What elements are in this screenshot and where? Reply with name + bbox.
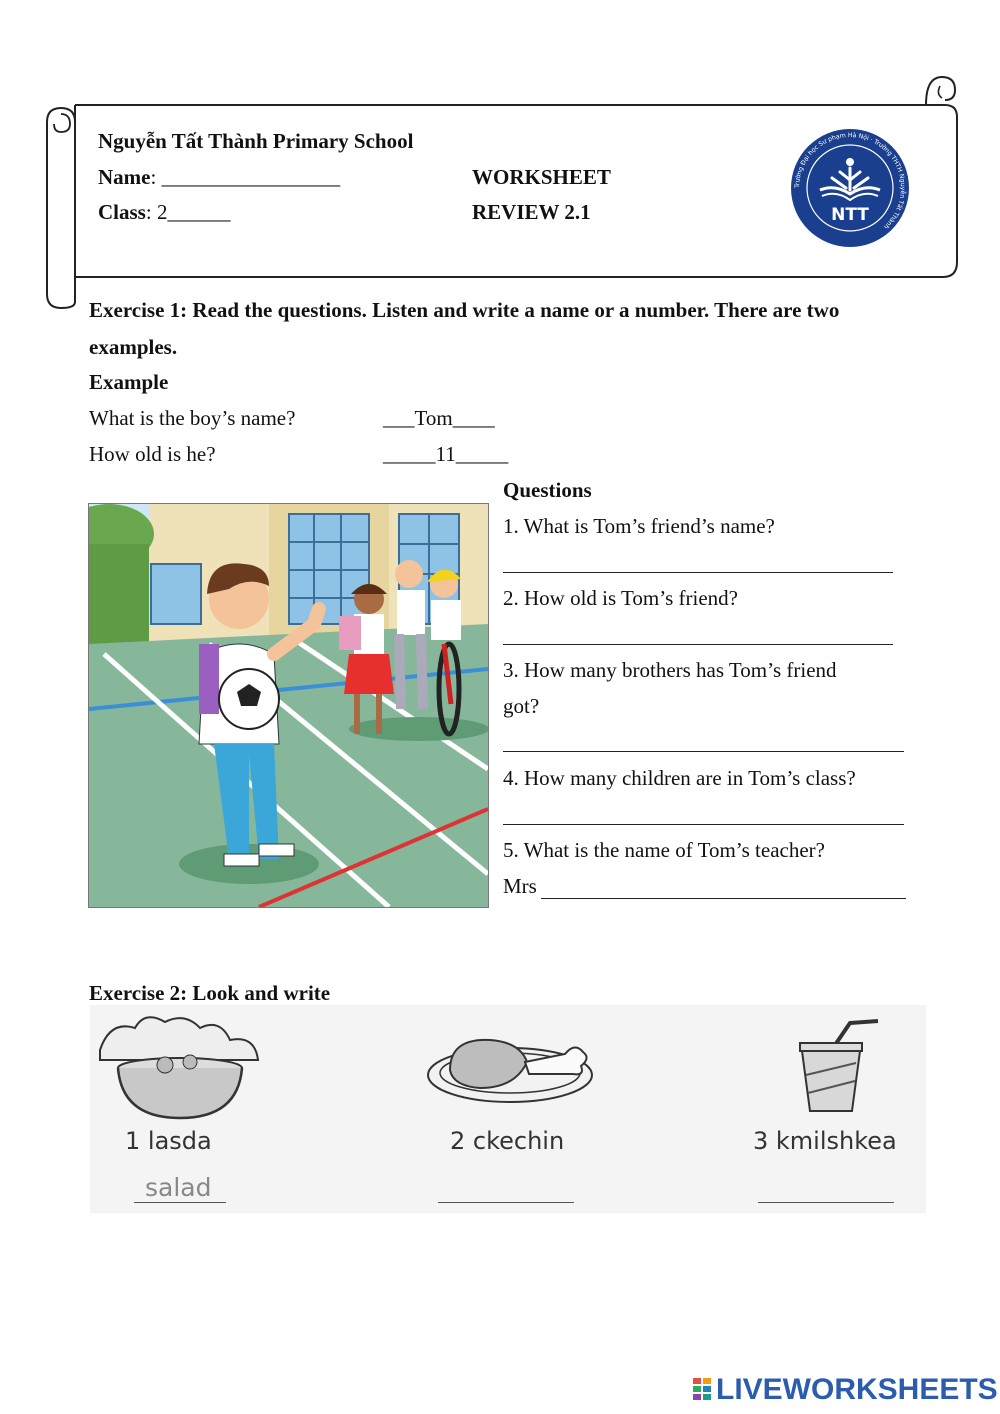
item-3-label: 3 kmilshkea [753, 1127, 897, 1155]
item-3-answer-line[interactable] [758, 1202, 894, 1203]
name-field[interactable] [98, 165, 340, 190]
exercise2-title: Exercise 2: Look and write [89, 981, 331, 1005]
name-blank[interactable]: : _________________ [150, 165, 341, 189]
class-field[interactable] [98, 200, 230, 225]
review-label: REVIEW 2.1 [472, 200, 591, 224]
example-answer: _____11_____ [383, 442, 509, 466]
item-2-answer-line[interactable] [438, 1202, 574, 1203]
school-name: Nguyễn Tất Thành Primary School [98, 129, 414, 153]
question-2: 2. How old is Tom’s friend? [503, 586, 738, 610]
milkshake-cup-icon [790, 1015, 885, 1115]
class-label: Class [98, 200, 146, 224]
question-1: 1. What is Tom’s friend’s name? [503, 514, 775, 538]
questions-heading: Questions [503, 478, 592, 502]
example-question: How old is he? [89, 442, 216, 466]
item-2-label: 2 ckechin [450, 1127, 565, 1155]
answer-line-5[interactable] [541, 898, 906, 899]
answer-prefix-5: Mrs [503, 874, 537, 898]
question-3: 3. How many brothers has Tom’s friend [503, 658, 837, 682]
item-1-label: 1 lasda [125, 1127, 212, 1155]
class-blank[interactable]: : 2______ [145, 200, 231, 224]
school-playground-illustration [88, 503, 489, 908]
salad-bowl-icon [90, 1010, 265, 1125]
answer-line-1[interactable] [503, 572, 893, 573]
logo-text: NTT [831, 205, 869, 225]
school-logo [790, 128, 910, 248]
worksheet-label: WORKSHEET [472, 165, 611, 189]
exercise1-title-line2: examples. [89, 335, 178, 359]
liveworksheets-logo-icon [693, 1378, 711, 1400]
question-4: 4. How many children are in Tom’s class? [503, 766, 856, 790]
item-1-answer: salad [145, 1173, 212, 1202]
example-question: What is the boy’s name? [89, 406, 296, 430]
chicken-leg-icon [425, 1030, 595, 1105]
logo-ring-text: Trường Đại học Sư phạm Hà Nội · Trường THTH Nguyễn Tất Thành [793, 131, 907, 231]
item-1-answer-line[interactable] [134, 1202, 226, 1203]
answer-line-4[interactable] [503, 824, 904, 825]
name-label: Name [98, 165, 151, 189]
answer-line-3[interactable] [503, 751, 904, 752]
liveworksheets-brand: LIVEWORKSHEETS [716, 1373, 998, 1406]
example-answer: ___Tom____ [383, 406, 495, 430]
exercise1-title-line1: Exercise 1: Read the questions. Listen and write a name or a number. There are two [89, 298, 840, 322]
answer-line-2[interactable] [503, 644, 893, 645]
question-3-continued: got? [503, 694, 540, 718]
example-heading: Example [89, 370, 169, 394]
question-5: 5. What is the name of Tom’s teacher? [503, 838, 825, 862]
